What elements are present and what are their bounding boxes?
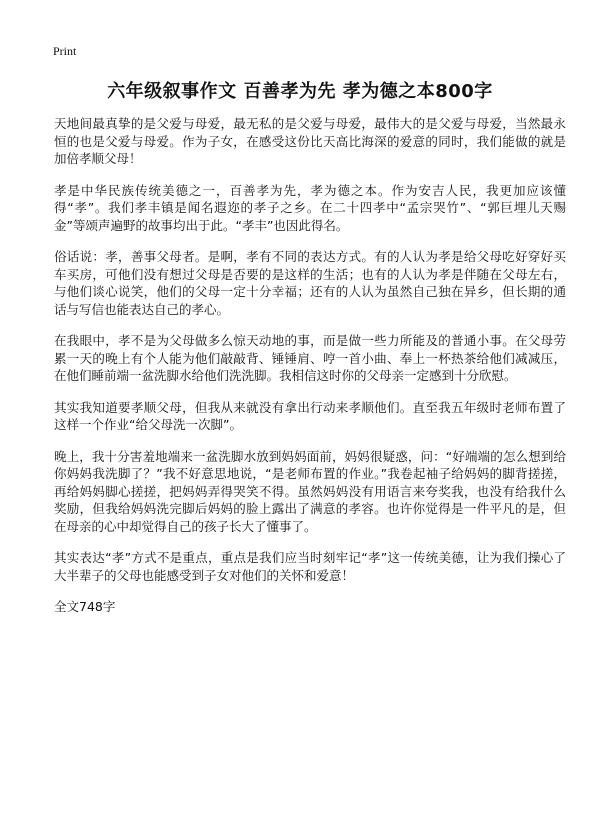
print-link[interactable]: Print	[53, 44, 77, 58]
paragraph: 晚上，我十分害羞地端来一盆洗脚水放到妈妈面前，妈妈很疑惑，问：“好端端的怎么想到给你妈妈我洗脚了？”我不好意思地说，“是老师布置的作业。”我卷起袖子给妈妈的脚背搓搓，再给妈妈脚心搓搓，把妈妈弄得哭笑不得。虽然妈妈没有用语言来夸奖我，也没有给我什么奖励，但我给妈妈洗完脚后妈妈的脸上露出了满意的孝容。也许你觉得是一件平凡的是，但在母亲的心中却觉得自己的孩子长大了懂事了。	[54, 448, 566, 534]
word-count: 全文748字	[54, 599, 116, 614]
article-body	[54, 115, 566, 616]
paragraph: 俗话说：孝，善事父母者。是啊，孝有不同的表达方式。有的人认为孝是给父母吃好穿好买车买房，可他们没有想过父母是否要的是这样的生活；也有的人认为孝是伴随在父母左右，与他们谈心说笑，他们的父母一定十分幸福；还有的人认为虽然自己独在异乡，但长期的通话与写信也能表达自己的孝心。	[54, 249, 566, 317]
paragraph: 其实表达“孝”方式不是重点，重点是我们应当时刻牢记“孝”这一传统美德，让为我们操心了大半辈子的父母也能感受到子女对他们的关怀和爱意！	[54, 550, 566, 583]
paragraph: 在我眼中，孝不是为父母做多么惊天动地的事，而是做一些力所能及的普通小事。在父母劳累一天的晚上有个人能为他们敲敲背、锤锤肩、哼一首小曲、奉上一杯热茶给他们减减压，在他们睡前端一盆洗脚水给他们洗洗脚。我相信这时你的父母亲一定感到十分欣慰。	[54, 333, 566, 383]
paragraph: 孝是中华民族传统美德之一，百善孝为先，孝为德之本。作为安吉人民，我更加应该懂得“孝”。我们孝丰镇是闻名遐迩的孝子之乡。在二十四孝中“孟宗哭竹”、“郭巨埋儿天赐金”等颂声遍野的故事均出于此。“孝丰”也因此得名。	[54, 182, 566, 233]
page-title: 六年级叙事作文 百善孝为先 孝为德之本800字	[107, 81, 493, 102]
paragraph: 其实我知道要孝顺父母，但我从来就没有拿出行动来孝顺他们。直至我五年级时老师布置了这样一个作业“给父母洗一次脚”。	[54, 399, 566, 432]
paragraph: 天地间最真挚的是父爱与母爱，最无私的是父爱与母爱，最伟大的是父爱与母爱，当然最永恒的也是父爱与母爱。作为子女，在感受这份比天高比海深的爱意的同时，我们能做的就是加倍孝顺父母！	[54, 116, 566, 166]
